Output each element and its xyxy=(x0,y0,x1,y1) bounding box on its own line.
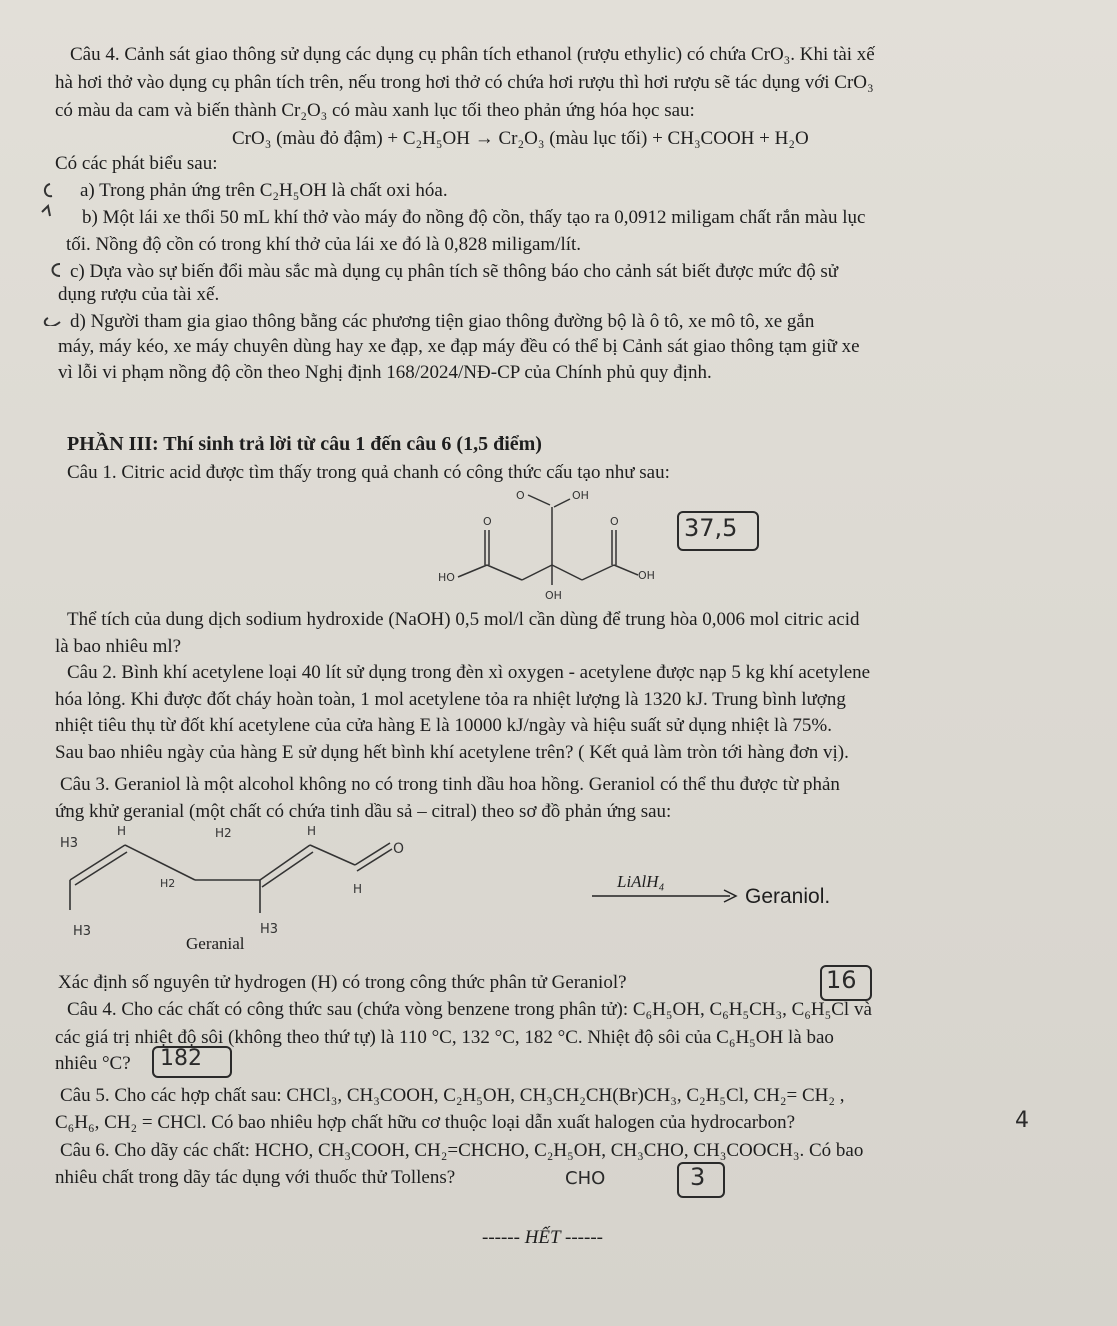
citric-oh-bottom: OH xyxy=(545,589,562,602)
product-label: Geraniol. xyxy=(745,885,831,908)
q4-line-1-p3: Câu 4. Cho các chất có công thức sau (chứa vòng benzene trong phân tử): C₆H₅OH, C₆H₅CH₃, C₆H₅Cl và xyxy=(67,999,872,1020)
geranial-h3-c: H3 xyxy=(260,922,279,937)
geranial-h-3: H xyxy=(353,882,363,896)
q4-line-1: Câu 4. Cảnh sát giao thông sử dụng các dụng cụ phân tích ethanol (rượu ethylic) có chứa CrO₃. Khi tài xế xyxy=(70,44,875,65)
geranial-structure xyxy=(55,825,435,955)
q1-text: Câu 1. Citric acid được tìm thấy trong quả chanh có công thức cấu tạo như sau: xyxy=(67,462,670,483)
q4-statement-d2: máy, máy kéo, xe máy chuyên dùng hay xe đạp, xe đạp máy đều có thể bị Cảnh sát giao thông tạm giữ xe xyxy=(58,336,860,357)
geranial-h2-2: H2 xyxy=(160,877,176,890)
geranial-h3-b: H3 xyxy=(73,924,92,939)
geranial-o: O xyxy=(393,841,405,857)
reaction-arrow-icon xyxy=(592,888,740,904)
citric-ho: HO xyxy=(438,571,455,584)
geranial-h3-a: H3 xyxy=(60,836,79,851)
part3-heading: PHẦN III: Thí sinh trả lời từ câu 1 đến câu 6 (1,5 điểm) xyxy=(67,433,542,455)
citric-o-left: O xyxy=(483,515,492,528)
q5-line-2: C₆H₆, CH₂ = CHCl. Có bao nhiêu hợp chất hữu cơ thuộc loại dẫn xuất halogen của hydrocarbon? xyxy=(55,1112,796,1133)
q4-statement-a: a) Trong phản ứng trên C₂H₅OH là chất oxi hóa. xyxy=(80,180,448,201)
q1-sentence-2: là bao nhiêu ml? xyxy=(55,636,182,657)
citric-o-top: O xyxy=(516,489,525,502)
reagent-label: LiAlH₄ xyxy=(617,872,665,891)
citric-acid-structure xyxy=(430,485,670,605)
q6-line-2: nhiêu chất trong dãy tác dụng với thuốc thử Tollens? xyxy=(55,1167,456,1188)
answer-q6: 3 xyxy=(690,1163,706,1191)
end-marker: ------ HẾT ------ xyxy=(482,1227,603,1248)
q4-line-3: có màu da cam và biến thành Cr₂O₃ có màu xanh lục tối theo phản ứng hóa học sau: xyxy=(55,100,695,121)
q4-statement-c1: c) Dựa vào sự biến đổi màu sắc mà dụng cụ phân tích sẽ thông báo cho cảnh sát biết được mức độ sử xyxy=(70,261,839,282)
answer-q3: 16 xyxy=(826,966,857,994)
q4-statement-c2: dụng rượu của tài xế. xyxy=(58,284,220,305)
q4-statement-b2: tối. Nồng độ cồn có trong khí thở của lái xe đó là 0,828 miligam/lít. xyxy=(66,234,582,255)
q2-line-3: nhiệt tiêu thụ từ đốt khí acetylene của cửa hàng E là 10000 kJ/ngày và hiệu suất sử dụng nhiệt là 75%. xyxy=(55,715,832,736)
q1-sentence-1: Thể tích của dung dịch sodium hydroxide (NaOH) 0,5 mol/l cần dùng để trung hòa 0,006 mol citric acid xyxy=(67,609,860,630)
geranial-h2-1: H2 xyxy=(215,826,232,840)
citric-oh-top: OH xyxy=(572,489,589,502)
q3-question: Xác định số nguyên tử hydrogen (H) có trong công thức phân tử Geraniol? xyxy=(58,972,627,993)
q2-line-4: Sau bao nhiêu ngày của hàng E sử dụng hết bình khí acetylene trên? ( Kết quả làm tròn tới hàng đơn vị). xyxy=(55,742,849,763)
q2-line-1: Câu 2. Bình khí acetylene loại 40 lít sử dụng trong đèn xì oxygen - acetylene được nạp 5 kg khí acetylene xyxy=(67,662,871,683)
handwritten-marks xyxy=(38,176,78,326)
q4-statement-d1: d) Người tham gia giao thông bằng các phương tiện giao thông đường bộ là ô tô, xe mô tô, xe gắn xyxy=(70,311,815,332)
answer-q5: 4 xyxy=(1015,1108,1029,1133)
q3-line-1: Câu 3. Geraniol là một alcohol không no có trong tinh dầu hoa hồng. Geraniol có thể thu được từ phản xyxy=(60,774,840,795)
q4-equation: CrO₃ (màu đỏ đậm) + C₂H₅OH → Cr₂O₃ (màu lục tối) + CH₃COOH + H₂O xyxy=(232,128,809,149)
q2-line-2: hóa lỏng. Khi được đốt cháy hoàn toàn, 1 mol acetylene tỏa ra nhiệt lượng là 1320 kJ. Trung bình lượng xyxy=(55,689,846,710)
q4-line-2: hà hơi thở vào dụng cụ phân tích trên, nếu trong hơi thở có chứa hơi rượu thì hơi rượu sẽ tác dụng với CrO₃ xyxy=(55,72,874,93)
q6-line-1: Câu 6. Cho dãy các chất: HCHO, CH₃COOH, CH₂=CHCHO, C₂H₅OH, CH₃CHO, CH₃COOCH₃. Có bao xyxy=(60,1140,864,1161)
q5-line-1: Câu 5. Cho các hợp chất sau: CHCl₃, CH₃COOH, C₂H₅OH, CH₃CH₂CH(Br)CH₃, C₂H₅Cl, CH₂= CH₂ , xyxy=(60,1085,845,1106)
citric-o-right: O xyxy=(610,515,619,528)
q6-note: CHO xyxy=(565,1168,606,1189)
answer-q1: 37,5 xyxy=(684,514,738,542)
q3-line-2: ứng khử geranial (một chất có chứa tinh dầu sả – citral) theo sơ đồ phản ứng sau: xyxy=(55,801,672,822)
geranial-h-2: H xyxy=(307,825,317,838)
q4-intro: Có các phát biểu sau: xyxy=(55,153,218,174)
geranial-label: Geranial xyxy=(186,934,245,953)
answer-q4: 182 xyxy=(160,1046,202,1071)
citric-oh-right: OH xyxy=(638,569,655,582)
q4-line-3-p3: nhiêu °C? xyxy=(55,1053,131,1074)
geranial-h-1: H xyxy=(117,825,127,838)
q4-line-2-p3: các giá trị nhiệt độ sôi (không theo thứ tự) là 110 °C, 132 °C, 182 °C. Nhiệt độ sôi của C₆H₅OH là bao xyxy=(55,1027,834,1048)
q4-statement-d3: vì lỗi vi phạm nồng độ cồn theo Nghị định 168/2024/NĐ-CP của Chính phủ quy định. xyxy=(58,362,712,383)
q4-statement-b1: b) Một lái xe thổi 50 mL khí thở vào máy đo nồng độ cồn, thấy tạo ra 0,0912 miligam chất rắn màu lục xyxy=(82,207,866,228)
